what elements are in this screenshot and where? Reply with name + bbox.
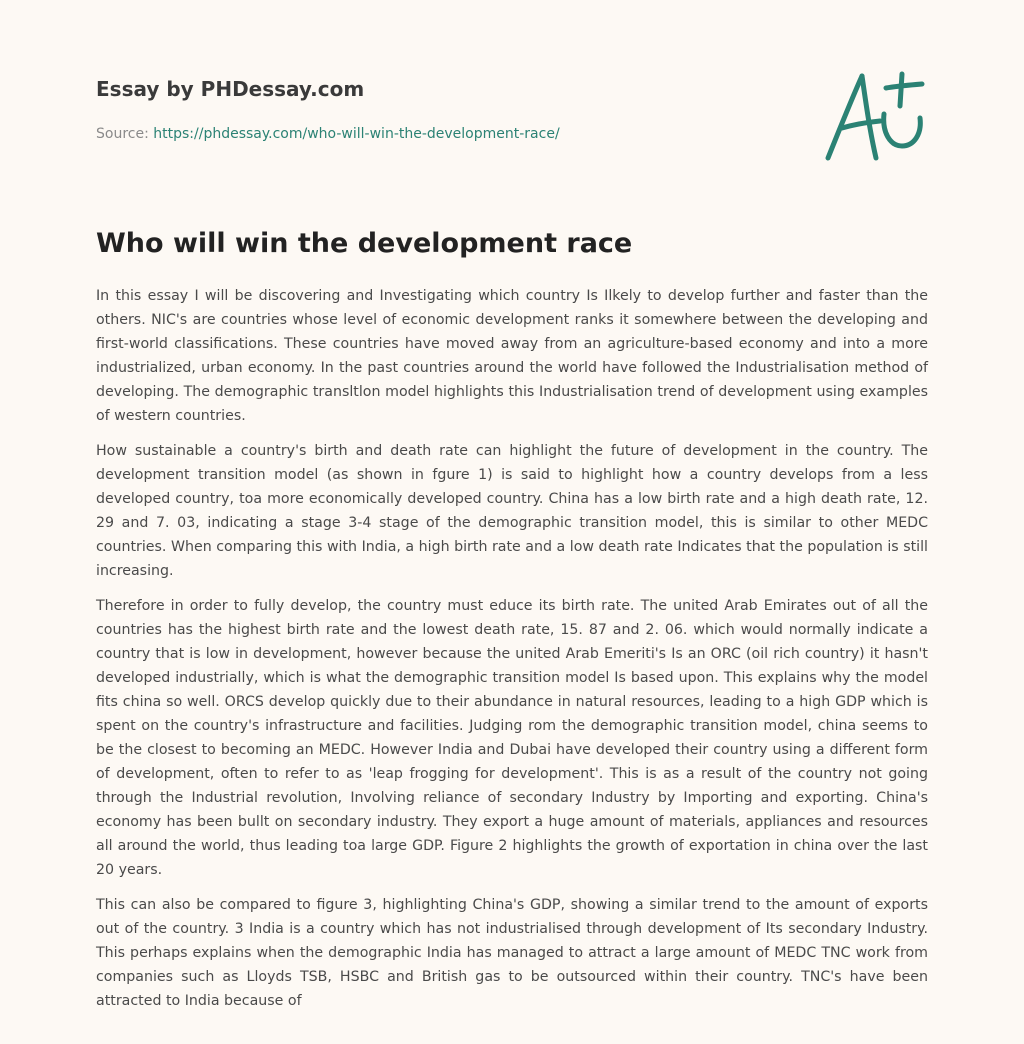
essay-body: [96, 284, 928, 1024]
source-link[interactable]: https://phdessay.com/who-will-win-the-development-race/: [153, 126, 560, 142]
a-plus-handwritten-logo: [818, 66, 928, 166]
essay-paragraph: This can also be compared to figure 3, highlighting China's GDP, showing a similar trend to the amount of exports out of the country. 3 India is a country which has not industrialised through development of Its secondary Industry. This perhaps explains when the demographic India has managed to attract a large amount of MEDC TNC work from companies such as Lloyds TSB, HSBC and British gas to be outsourced within their country. TNC's have been attracted to India because of: [96, 897, 928, 1009]
essay-paragraph: How sustainable a country's birth and death rate can highlight the future of development in the country. The development transition model (as shown in fgure 1) is said to highlight how a country develops from a less developed country, toa more economically developed country. China has a low birth rate and a high death rate, 12. 29 and 7. 03, indicating a stage 3-4 stage of the demographic transition model, this is similar to other MEDC countries. When comparing this with India, a high birth rate and a low death rate Indicates that the population is still increasing.: [96, 443, 928, 579]
essay-title: Who will win the development race: [96, 228, 633, 259]
essay-header: [96, 74, 796, 144]
source-label: Source:: [96, 126, 154, 142]
essay-paragraph: Therefore in order to fully develop, the country must educe its birth rate. The united Arab Emirates out of all the countries has the highest birth rate and the lowest death rate, 15. 87 and 2. 06. which would normally indicate a country that is low in development, however because the united Arab Emeriti's Is an ORC (oil rich country) it hasn't developed industrially, which is what the demographic transition model Is based upon. This explains why the model fits china so well. ORCS develop quickly due to their abundance in natural resources, leading to a high GDP which is spent on the country's infrastructure and facilities. Judging rom the demographic transition model, china seems to be the closest to becoming an MEDC. However India and Dubai have developed their country using a different form of development, often to refer to as 'leap frogging for development'. This is as a result of the country not going through the Industrial revolution, Involving reliance of secondary Industry by Importing and exporting. China's economy has been bullt on secondary industry. They export a huge amount of materials, appliances and resources all around the world, thus leading toa large GDP. Figure 2 highlights the growth of exportation in china over the last 20 years.: [96, 598, 928, 878]
source-line: [96, 124, 796, 144]
brand-title: Essay by PHDessay.com: [96, 77, 365, 101]
essay-paragraph: In this essay I will be discovering and Investigating which country Is Ilkely to develop further and faster than the others. NIC's are countries whose level of economic development ranks it somewhere between the developing and first-world classifications. These countries have moved away from an agriculture-based economy and into a more industrialized, urban economy. In the past countries around the world have followed the Industrialisation method of developing. The demographic transltlon model highlights this Industrialisation trend of development using examples of western countries.: [96, 288, 928, 424]
a-plus-icon: [818, 66, 928, 166]
